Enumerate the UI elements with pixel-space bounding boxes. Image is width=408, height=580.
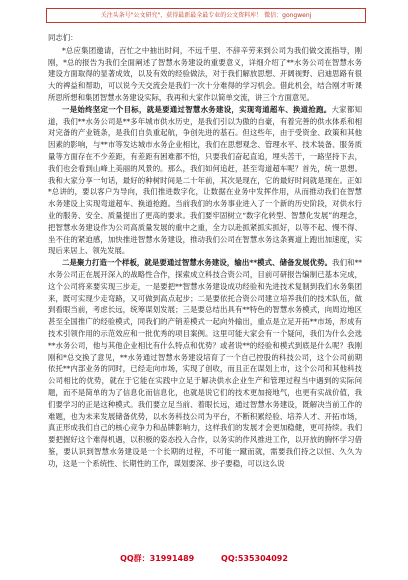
paragraph-point-one [48,104,362,257]
paragraph-point-two [48,257,362,469]
header-banner: 关注头条号"公文研究"，获得最新最全最专业的公文资料库！ 微信：gongwenj [46,8,366,23]
greeting: 同志们： [48,33,78,42]
paragraph-lead: 一是始终坚定一个目标，就是要通过智慧水务建设，实现弯道超车、换道抢跑。 [62,104,332,114]
footer-qq: QQ:535304092 [221,554,288,563]
footer-qq-group: QQ群：31991489 [120,554,195,563]
paragraph-text: 大家都知道，我们**水务公司是**多年城市供水历史，是我们引以为傲的自豪，有着完善的供水体系和相对完备的产业链条，是我们自负重起航，争创先进的基石。但这些年，由于受资金、政策和其他因素的影响，与**市等发达城市水务企业相比，我们在思想观念、管理水平、技术装备、服务质量等方面存在不少差距，有差距有困难都不怕，只要我们奋起直追，埋头苦干，一路坚持下去，我们也会看到山峰上美丽的风景的。那么，我们如何追赶，甚至弯道超车呢？首先，统一思想。我和大家分享一句话，最好的种树时间是二十年前，其次是现在，它的最好时间就是现在。正如*总讲的，要以客户为导向，我们推进数字化，让数据在业务中发挥作用，从而推动我们在智慧水务建设上实现弯道超车、换道抢跑。当前我们的水务事业进入了一个新的历史阶段，对供水行业的服务、安全、质量提出了更高的要求。我们要牢固树立“数字化转型、智慧化发展”的理念，把智慧水务建设作为公司高质量发展的重中之重，全力以赴抓紧抓实抓好，以等不起、慢不得、坐不住的紧迫感，加快推进智慧水务建设，推动我们公司在智慧水务这条赛道上跑出加速度，实现后来居上、领先发展。 [48,104,362,256]
paragraph-text: 我们和**水务公司正在展开深入的战略性合作，探索成立科技合资公司，目前可研报告编制已基本完成，这个公司将来要实现三步走，一是要把**智慧水务建设成功经验和先进技术复制到我们水务集团来，既可实现少走弯路，又可做到高点起步；二是要依托合资公司建立培养我们的技术队伍，做到看眼当前，考虑长远，统筹谋划发展；三是要总结出具有**特色的智慧水务模式，向周边地区甚至全国推广的经验模式，同我们的产销差模式一起向外输出，重点是立足开拓**市场，形成有技术引领作用的示范效应和一批优秀的项目案例。这里可能大家会有一个疑问，我们为什么会选**水务公司，他与其他企业相比有什么特点和优势？或者说**的经验和模式到底是什么呢？我刚刚和*总交换了意见，**水务通过智慧水务建设培育了一个自己控股的科技公司，这个公司前期依托**内部业务的同时，已经走向市场，实现了创收，而且正在谋划上市，这个公司和其他科技公司相比的优势，就在于它能在实践中立足于解决供水企业生产和管理过程当中遇到的实际问题，而不是简单的为了信息化而信息化，也就是说它们的技术更加接地气，也更有实战价值，我们要学习的正是这种模式。我们要立足当前、着眼长远，通过智慧水务建设，既解决当前工作的难题，也为未来发展储备优势，以水务科技公司为平台，不断积累经验、培养人才、开拓市场，真正形成我们自己的核心竞争力和品牌影响力，这样我们的发展才会更加稳健，更可持续。我们要把握好这个难得机遇，以积极的姿态投入合作，以务实的作风推进工作，以开放的胸怀学习借鉴，要认识到智慧水务建设是一个长期的过程，不可能一蹴而就，需要我们持之以恒、久久为功，这是一个系统性、长期性的工作，谋划要深、步子要稳，可以这么说 [48,258,362,468]
paragraph-text: *总应集团邀请，百忙之中抽出时间，不远千里、不辞辛劳来到公司为我们做交流指导，刚刚，*总的报告为我们全面阐述了智慧水务建设的重要意义，详细介绍了**水务公司在智慧水务建设方面取得的显著成效，以及有效的经验做法，对于我们解放思想、开阔视野、启迪思路有很大的裨益和帮助，可以说今天交流会是我们一次十分难得的学习机会。借此机会，结合刚才听课所思所想和集团智慧水务建设实际，我再和大家作以简单交流，讲三个方面意见。 [48,45,362,102]
paragraph-intro [48,45,362,104]
footer-contact [0,552,408,566]
document-body [48,32,362,544]
paragraph-lead: 二是聚力打造一个样板，就是要通过智慧水务建设，输出**模式、储备发展优势。 [62,258,333,268]
